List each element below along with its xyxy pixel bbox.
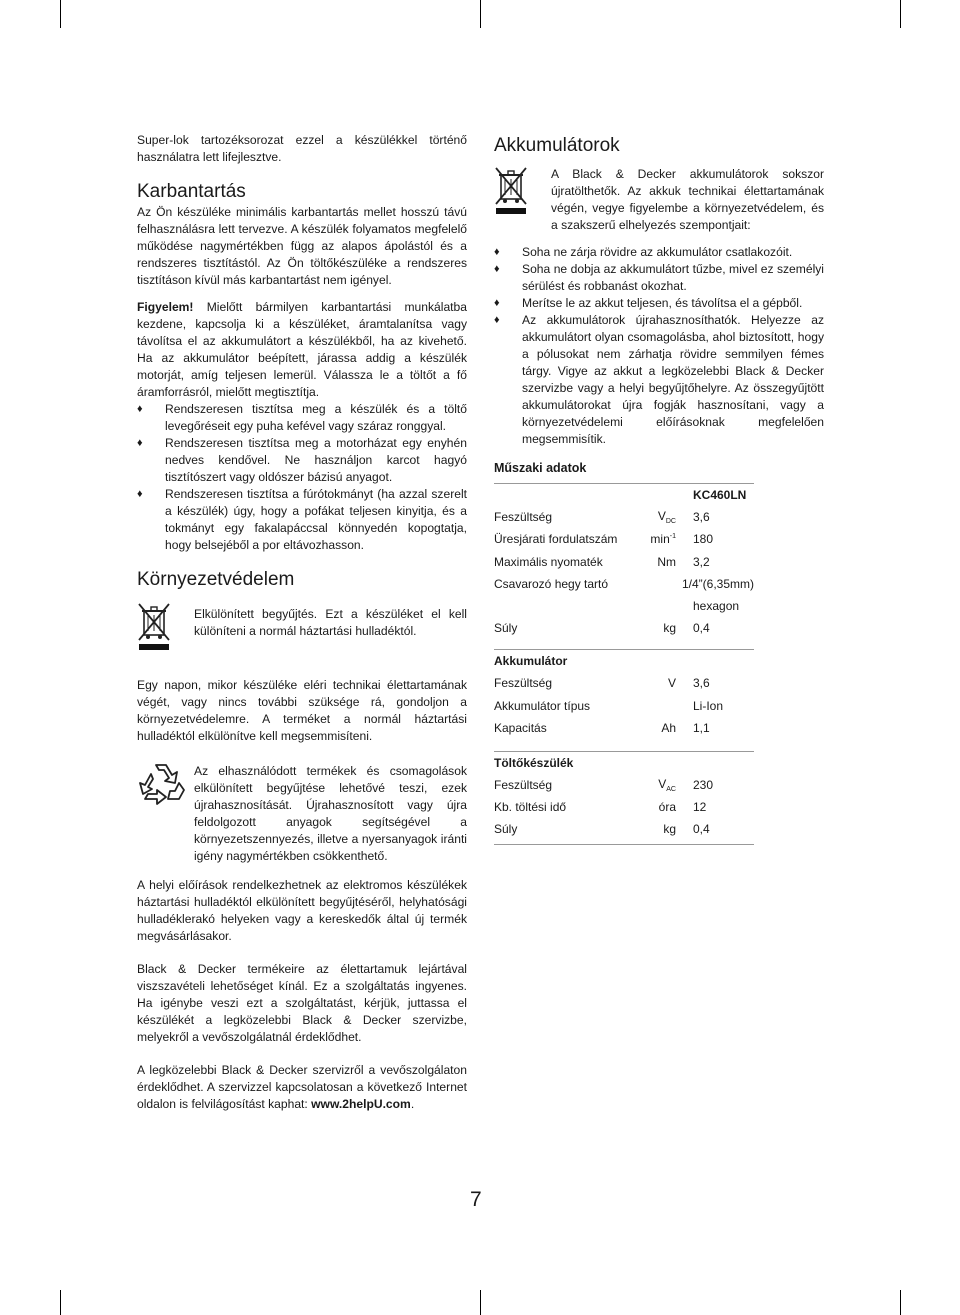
table-row (494, 573, 754, 595)
row-unit: $\min^{-1}$ (650, 532, 676, 547)
crop-mark (900, 1290, 901, 1315)
row-label: Súly (494, 621, 518, 636)
row-label: Üresjárati fordulatszám (494, 532, 618, 547)
row-value: 12 (693, 800, 707, 815)
right-column (494, 134, 824, 845)
crop-mark (60, 1290, 61, 1315)
warning-text: Mielőtt bármilyen karbantartási munkálatba kezdene, kapcsolja ki a készüléket, áramtalanítsa vagy távolítsa el az akkumulátort a készülékből, ha az kivehető. Ha az akkumulátor beépített, járassa addig a készülék motorját, amíg teljesen lemerül. Válassza le a töltőt a fő áramforrásról, mielőtt megtisztítja. (137, 300, 467, 399)
row-value: 3,2 (693, 554, 710, 569)
bullet-item (494, 244, 824, 261)
environment-paragraph (137, 1062, 467, 1113)
row-unit: kg (663, 822, 676, 837)
row-label: Súly (494, 822, 518, 837)
battery-disposal-block (494, 166, 824, 234)
website-link[interactable]: www.2helpU.com (311, 1097, 411, 1111)
bullet-text: Soha ne zárja rövidre az akkumulátor csatlakozóit. (522, 245, 793, 259)
row-label: Kapacitás (494, 720, 547, 735)
crop-mark (60, 0, 61, 28)
specs-table (494, 483, 754, 845)
bullet-text: Rendszeresen tisztítsa meg a motorházat egy enyhén nedves kendővel. Ne használjon karcot hagyó tisztítószert vagy oldószer bázisú anyagot. (165, 436, 467, 484)
bullet-item (494, 312, 824, 448)
bullet-text: Merítse le az akkut teljesen, és távolítsa el a gépből. (522, 296, 803, 310)
row-value: 3,6 (693, 510, 710, 525)
row-value: 180 (693, 532, 714, 547)
charger-section-header: Töltőkészülék (494, 751, 754, 774)
crossed-bin-icon (494, 166, 551, 219)
row-value: 0,4 (693, 822, 710, 837)
row-value: 1,1 (693, 720, 710, 735)
diamond-bullet-icon: ♦ (137, 403, 143, 415)
row-value: 230 (693, 777, 714, 792)
row-label: Kb. töltési idő (494, 800, 567, 815)
row-label: Feszültség (494, 777, 553, 792)
row-unit: $V_{DC}$ (657, 509, 676, 526)
warning-paragraph (137, 299, 467, 401)
diamond-bullet-icon: ♦ (494, 246, 500, 258)
crop-mark (480, 0, 481, 28)
diamond-bullet-icon: ♦ (137, 488, 143, 500)
table-row (494, 617, 754, 639)
table-row (494, 506, 754, 528)
table-row (494, 551, 754, 573)
diamond-bullet-icon: ♦ (494, 263, 500, 275)
table-row (494, 818, 754, 840)
table-row (494, 796, 754, 818)
row-label: Akkumulátor típus (494, 698, 591, 713)
row-unit: Ah (661, 720, 676, 735)
row-unit: kg (663, 621, 676, 636)
recycling-block (137, 759, 467, 865)
row-value: 0,4 (693, 621, 710, 636)
bullet-item (137, 435, 467, 486)
table-header-row (494, 484, 754, 506)
bullet-item (494, 295, 824, 312)
row-value: Li-Ion (693, 698, 724, 713)
separate-collection-text: Elkülönített begyűjtés. Ezt a készüléket el kell különíteni a normál háztartási hulladéktól. (194, 607, 467, 638)
row-unit: óra (658, 800, 676, 815)
row-unit: $V_{AC}$ (658, 776, 676, 793)
bullet-item (137, 401, 467, 435)
model-name: KC460LN (693, 488, 747, 503)
environment-paragraph: A helyi előírások rendelkezhetnek az elektromos készülékek háztartási hulladéktól elkülönített begyűjtéséről, helyhatósági hulladéklerakó helyeken vagy a kereskedők által új termék megvásárlásakor. (137, 878, 467, 943)
separate-collection-block (137, 602, 467, 655)
battery-rows (494, 672, 754, 739)
diamond-bullet-icon: ♦ (494, 314, 500, 326)
table-divider (494, 844, 754, 845)
left-column (137, 128, 467, 1113)
service-text: A legközelebbi Black & Decker szervizről a vevőszolgálaton érdeklődhet. A szervizzel kapcsolatosan a következő Internet oldalon is felvilágosítást kaphat: (137, 1063, 467, 1111)
bullet-text: Soha ne dobja az akkumulátort tűzbe, mivel ez személyi sérülést és robbanást okozhat. (522, 262, 824, 293)
battery-section-header: Akkumulátor (494, 649, 754, 672)
bullet-text: Az akkumulátorok újrahasznosíthatók. Helyezze az akkumulátort olyan csomagolásba, ahol biztosított, hogy a pólusokat nem zárhatja rövidre semmilyen fémes tárgy. Vigye az akkut a legközelebbi Black & Decker szervizbe vagy a helyi begyűjtőhelyre. Az összegyűjtött akkumulátorokat újra fogják hasznosítani, vagy a környezetvédelemi előírásoknak megfelelően megsemmisítik. (522, 313, 824, 446)
diamond-bullet-icon: ♦ (494, 297, 500, 309)
diamond-bullet-icon: ♦ (137, 437, 143, 449)
environment-paragraph: Black & Decker termékeire az élettartamuk lejártával viszszavételi lehetőséget kínál. Ez a szolgáltatás ingyenes. Ha igénybe veszi ezt a szolgáltatást, kérjük, juttassa el készülékét a legközelebbi Black & Decker szervizbe, melyekről a vevőszolgálatnál érdeklődhet. (137, 962, 467, 1044)
battery-bullets (494, 244, 824, 448)
batteries-heading: Akkumulátorok (494, 135, 620, 156)
sentence-end: . (410, 1097, 415, 1111)
maintenance-heading: Karbantartás (137, 181, 246, 202)
row-label: Feszültség (494, 676, 553, 691)
bullet-item (137, 486, 467, 554)
row-value: 3,6 (693, 676, 710, 691)
battery-disposal-text: A Black & Decker akkumulátorok sokszor újratölthetők. Az akkuk technikai élettartamának végén, vegye figyelembe a környezetvédelem, és a szakszerű elhelyezés szempontjait: (551, 167, 824, 232)
specs-heading: Műszaki adatok (494, 461, 587, 475)
environment-heading: Környezetvédelem (137, 569, 295, 590)
crossed-bin-icon (137, 602, 194, 655)
maintenance-paragraph: Az Ön készüléke minimális karbantartás mellet hosszú távú felhasználásra lett tervezve. A készülék folyamatos megfelelő működése nagymértékben függ az alapos ápolástól és a rendszeres tisztítástól. Az Ön töltőkészüléke a rendszeres tisztításon kívül más karbantartást nem igényel. (137, 205, 467, 287)
bullet-text: Rendszeresen tisztítsa meg a készülék és a töltő levegőréseit egy puha kefével vagy száraz ronggyal. (165, 402, 467, 433)
crop-mark (480, 1290, 481, 1315)
charger-rows (494, 774, 754, 841)
intro-paragraph: Super-lok tartozéksorozat ezzel a készülékkel történő használatra lett lifejlesztve. (137, 133, 467, 164)
bullet-item (494, 261, 824, 295)
warning-label: Figyelem! (137, 300, 194, 314)
row-unit: V (667, 676, 676, 691)
row-value: hexagon (693, 599, 740, 614)
table-row (494, 595, 754, 617)
page-number: 7 (470, 1188, 482, 1211)
row-label: Feszültség (494, 510, 553, 525)
row-value: 1/4”(6,35mm) (681, 576, 754, 591)
crop-mark (900, 0, 901, 28)
row-unit: Nm (657, 554, 676, 569)
table-row (494, 672, 754, 694)
tool-rows (494, 506, 754, 639)
table-row (494, 717, 754, 739)
recycling-text: Az elhasználódott termékek és csomagolások elkülönített begyűjtése lehetővé teszi, ezek újrahasznosítását. Újrahasznosított vagy újra feldolgozott anyagok segítségével a környezetszennyezés, illetve a nyersanyagok iránti igény nagymértékben csökkenthető. (194, 764, 467, 863)
table-row (494, 528, 754, 550)
row-label: Maximális nyomaték (494, 554, 603, 569)
recycle-icon (137, 759, 194, 810)
table-row (494, 774, 754, 796)
table-row (494, 695, 754, 717)
row-label: Csavarozó hegy tartó (494, 576, 609, 591)
bullet-text: Rendszeresen tisztítsa a fúrótokmányt (ha azzal szerelt a készülék) úgy, hogy a pofákat teljesen kinyitja, és a tokmányt egy fakalapáccsal könnyedén kopogtatja, hogy belsejéből a por eltávozhasson. (165, 487, 467, 552)
environment-paragraph: Egy napon, mikor készüléke eléri technikai élettartamának végét, vagy nincs további szüksége rá, gondoljon a környezetvédelemre. A terméket a normál háztartási hulladéktól elkülönítve kell megsemmisíteni. (137, 678, 467, 743)
